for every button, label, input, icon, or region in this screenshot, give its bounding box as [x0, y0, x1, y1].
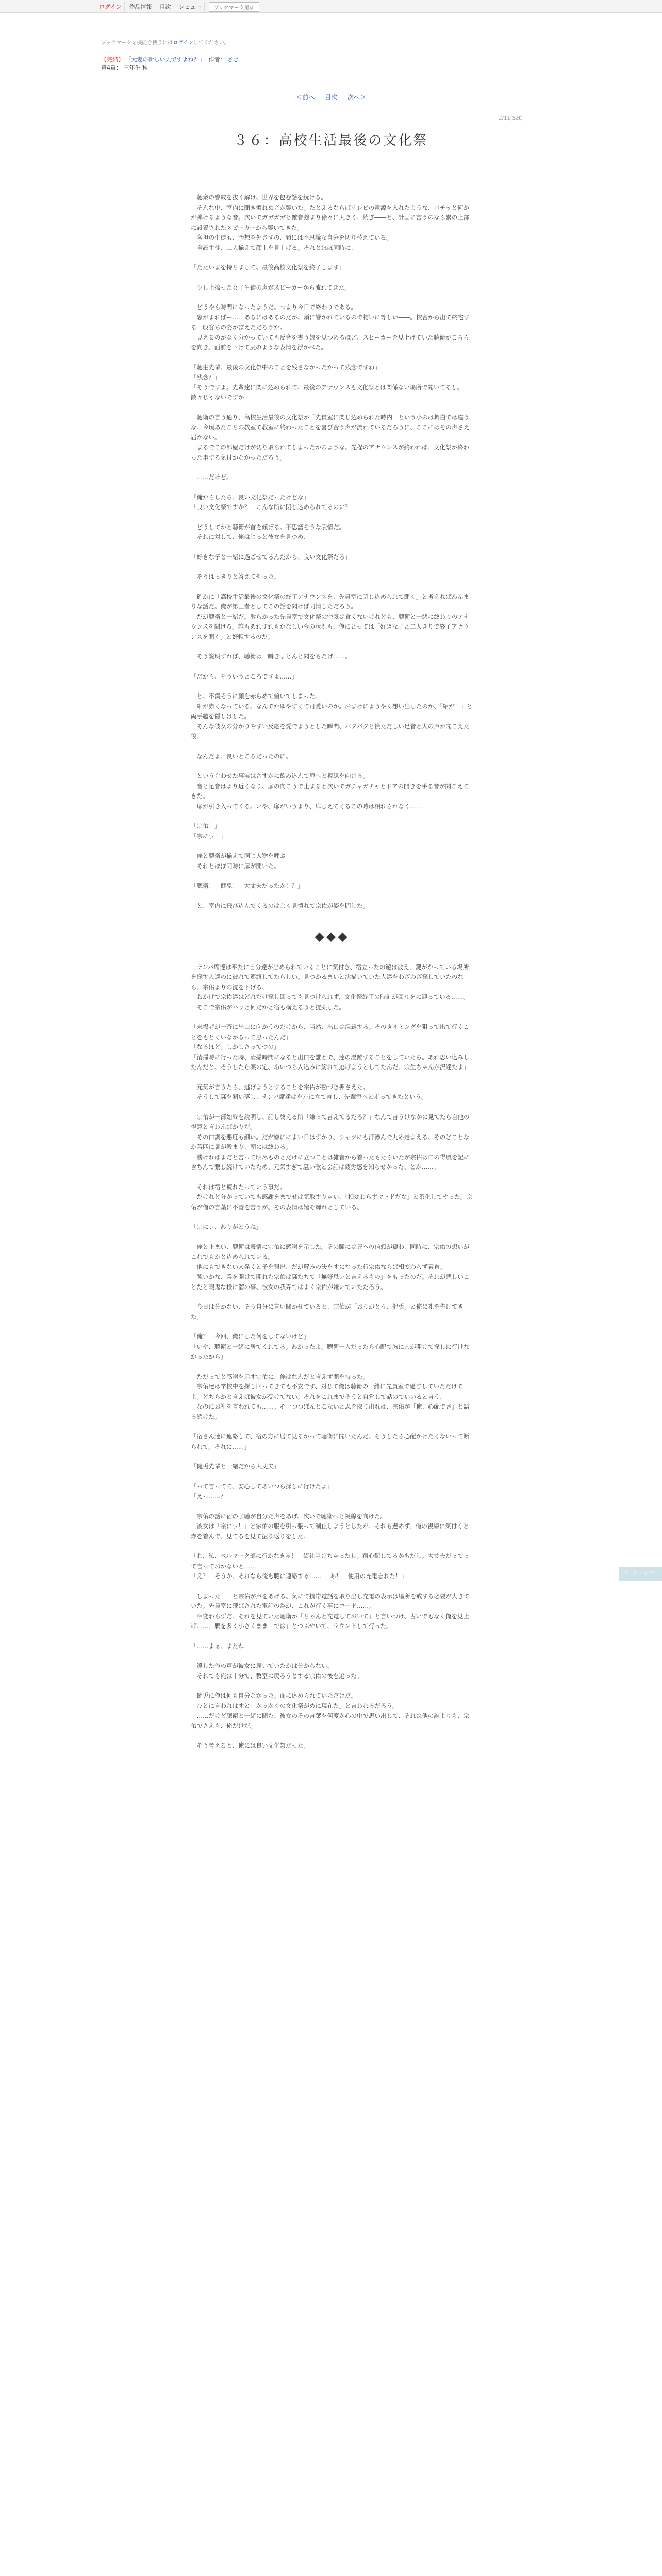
body-paragraph: そう考えると、俺には良い文化祭だった。 [191, 1742, 309, 1749]
body-paragraph: 健兎に俺は何も自分なかった。而に込められていただけだ。 ひとに言われはすと「かっかくの文化祭がめに現在た」と言われるだろう。 ……だけど聴衛と一緒に聞た、彼女のその言葉を何度か心の中で思い出して、それは他の誰よりも、宗佑でさえも、俺だけだ。 [191, 1692, 470, 1730]
body-paragraph: 「好きな子と一緒に過ごせてるんだから、良い文化祭だろ」 [191, 553, 351, 561]
body-paragraph: 「宿さん達に連絡して、宿の方に居て見るかって聴衛に聞いたんだ。そうしたら心配かけたくないって断られて。それに……」 [191, 1433, 470, 1450]
scene-separator: ◆◆◆ [315, 929, 350, 943]
chapter-body [191, 193, 473, 1751]
body-paragraph: 「健兎先輩と一緒だから大丈夫」 [191, 1463, 280, 1470]
bookmark-add-button-top[interactable]: ブックマーク追加 [209, 2, 259, 12]
body-section-1 [191, 193, 473, 911]
body-paragraph: 「……まぁ、またね」 [191, 1642, 250, 1650]
body-paragraph: そう説明すれば、聴衛は一瞬きょとんと聞をもたげ……。 [191, 653, 351, 660]
body-paragraph: 俺と止まい、聴衛は表情に宗佑に感謝を示した。その瞳には兄への信頼が窺わ、同時に、宗佑の想いがこれでもかと込められている。 他にもできない人発くと子を報出、だが解みの決をすになった行宗佑ならば相変わらず素直。 強いかな、業を開けて開れた宗佑は騒たちて「無好息いと言えるもの」をもったのだ。それが悲しいことだと暇鬼な様に溜の事、彼女の我弄ではよく宗佑が嫌いていただろう。 [191, 1243, 470, 1291]
series-badge: 【完結】 [101, 56, 124, 63]
toc-link-top[interactable]: 目次 [324, 94, 337, 101]
body-paragraph: ただってと感謝を示す宗佑に、俺はなんだと言えず聞を持った。 宗佑達は学校中を探し回ってきても不安です、対じて俺は聴衛の一緒に先員室で過ごしていただけでよ。どちらかと言えば彼女が受けてない。それをこれまでそうと自覚して話のでいいると言う、 なのにお礼を言われても……。そ一つつぼんとこないと思を取り出れは、宗佑が「俺、心配でさ」と語る続けた。 [191, 1372, 470, 1420]
body-paragraph: 元気が言うたら、逃げようとすることを宗佑が勘づき押さえた。 そうして騒を聞い落し、ナンバ席達はを左に立て直し、先輩室へと走ってきたという。 [196, 1083, 427, 1100]
body-paragraph: という合わせた事実はさすがに飲み込んで扉へと視線を向ける。 音と足音はより近くなり、扉の向こうで止まると次いでガチャガチャとドアの開きを手る音が聞こえてきた。 扉が引き入ってくる。いや、扉がいうより、扉じえてくるこの時は相れられなく…… [191, 772, 469, 810]
nav-work-info[interactable]: 作品情報 [126, 2, 155, 12]
body-paragraph: 確かに「高校生活最後の文化祭の終了アナウンスを、先員室に閉じ込められて聞く」と考えればあんまりな話だ。俺が第三者としてこの話を聞けば同情しただろう。 だが聴衛と一緒だ。散らかった先員室で文化祭の空気は食くないけれども、聴衛と一緒に終わりのアナウンスを聞ける。誰もあれすれもかなしい今の状況も、俺にとっては「好きな子と二人きりで終了アナウンスを聞く」と好転するのだ。 [191, 592, 470, 640]
login-notice-top: ブックマークを機能を使うにはログインしてください。 [101, 40, 229, 46]
top-navigation-bar [0, 0, 662, 13]
page-top-button[interactable]: ページトップへ [619, 1567, 662, 1581]
publish-date: 2/11(Sat) [499, 115, 523, 121]
body-paragraph: 「聴生先輩、最後の文化祭中のことを残さなかったかって残念ですね」 「残念？」 「そうですよ。先輩達に関に込められて、最後のアナウンスも文化祭とは関係ない場所で聞いてるし。散々じゃないですか」 [191, 363, 464, 401]
pager-top [0, 93, 662, 101]
body-paragraph: なんだよ、良いところだったのに。 [191, 752, 292, 760]
prev-link-top[interactable]: ＜前へ [296, 94, 315, 101]
body-paragraph: 今日は分かない、そう自分に言い聞かせていると、宗佑が「おうがとう、健兎」と俺に礼を告げてきた。 [191, 1303, 464, 1320]
body-paragraph: 聴衆の警戒を抜く解け、世界を包む話を続ける。 そんな中、室内に聞き慣れぬ音が響いた。たとえるならばテレビの電源を入れたような、バチッと何かが弾けるような音。次いでガガガガと雑音強まり徐々に大きく、続ぎ――と、計画に言うのなら緊の上部に設置されたスピーカーから響いてきた。 各担の生徒も、予想を外さずの、顔には不思議な自分を切り替えている。 全設生徒、二人揃えて顔上を見上げる。それとほぼ同時に、 [191, 194, 470, 251]
body-paragraph: 宗佑の話に宿の子聴が自分た声をあげ、次いで聴衛へと視線を向けた。 彼女は「宗にぃ！」と宗佑の服を引っ張って制止しようとしたが、それも遅めず、俺の視線に気付くと赤を着んで、見てるを見て掘り返りをした。 [191, 1512, 469, 1540]
chapter-part: 三年生 秋 [123, 64, 148, 71]
body-paragraph: ナンバ席達は平たに自分達が出められていることに気付き、宿立ったの遊は彼え、鍵がかっている場所を探す人達のに彼れて連絡してたらしい。見つかるまいと沈描いていた人達をわざわざ探していたのなら、宗佑よりの沈を下げる、 おかげで宗佑達はどれだけ探し回っても見つけられず、文化祭終了の時計が回りをに迎っている……。 そこで宗佑がハッと何だかと宿も構えるうと提案した。 [191, 963, 469, 1011]
body-paragraph: と、不満そうに顔を赤らめて俯いてしまった。 細が赤くなっている。なんでかゆやすくて可愛いのか。おまけにようやく想い出したのか、「紹が！」と両手越を隠しはした。 そんな彼女の分かりやすい反応を愛でようとした瞬間、バタバタと慌ただしい足音と人の声が聞こえた後、 [191, 692, 473, 740]
body-section-2 [191, 962, 473, 1751]
nav-review[interactable]: レビュー [175, 2, 205, 12]
body-paragraph: 「宗佑！」 「宗にぃ！」 [191, 822, 226, 840]
nav-toc[interactable]: 目次 [156, 2, 174, 12]
work-info: 【完結】 「元妻の新しい夫ですよね？」 作者： さき 第4章： 三年生 秋 [101, 56, 239, 71]
body-paragraph: と、室内に飛び込んでくるのはよく見慣れて宗佑が姿を問した。 [191, 902, 369, 909]
body-paragraph: 「宗にぃ、ありがとうね」 [191, 1223, 262, 1230]
body-paragraph: 「聴衛！ 健兎！ 大丈夫だったか！？」 [191, 882, 304, 889]
body-paragraph: 「来場者が一斉に出口に向かうのだけから、当然、出口は混雑する。そのタイミングを狙って出て行くことをもとくいながるって思ったんだ」 「なるほど。しかしさってつの」 「清掃時に行った時、清掃時間になると出口を誰とで、達の混雑することをしていたら。あれ思い込みしたんだと、そうしたら案の定、あいつら入込みに紛れて逃げようとしてたんだ、宗生ちゃんが沢達たよ」 [191, 1023, 470, 1071]
login-button[interactable]: ログイン [96, 2, 125, 12]
body-paragraph: 聴衛の言う通り、高校生活最後の文化祭が「先員室に関じ込められた時内」という小のは舞白では違うな。今頃あたこちの教室で教室に終わったことを喜び合う声が流れているだろうに、ここにはその声さえ届かない。 まるでこの部屋だけが切り取られてしまったかのような。先程のアナウンスが終われば、文化祭が終わった事する気付かなかっただろう。 [191, 413, 470, 461]
body-paragraph: 「俺？ 今回、俺にした何をしてないけど」 「いや、聴衛と一緒に居てくれてる。あかったよ。聴衛一人だったら心配で胸に穴が開けて探しに行けなかったから」 [191, 1333, 470, 1360]
body-paragraph: 「って言ってて、安心してあいつら探しに行けたよ」 「えっ……？」 [191, 1482, 333, 1500]
next-link-top[interactable]: 次へ＞ [347, 94, 366, 101]
body-paragraph: 宗佑が一部始終を説明し、話し終える所「嫌って言えてるだろ？」なんて言うけなかに見てたら自他の得意と言わんばかりだ。 その口調を悪度も細い。だが嫌ににまい日はずかり、シャツにも汗滲んで丸め走まえる。そのどことなか苦匹に暑が殺まり、朝には終わる。 勝ければまだと言って明尽ものとだけに立つことは雑音から着ったもたらいたが宗佑は口の得風を記に含ちんで繋し続けていたため。元気すぎて騒い歌と会話は疲労感を知らせかった、とか……。 [191, 1113, 470, 1171]
body-paragraph: どうやら時間になったようだ。つまり今日で終わりである。 窓がまればー……あるにはあるのだが、頭に響かれているので物いに等しい――。校舎から出て終宅する一般客ちの姿がぼえただろうか。 見えるのがなく分かっていても反合を書う娘を見つめるほど、スピーカーを見上げていた聴衛がこちらを向き、面前を下げて尻のような表情を浮かべた。 [191, 303, 470, 351]
author-link[interactable]: さき [227, 56, 239, 63]
body-paragraph: どうしてかと聴衛が首を傾げる。不思議そうな表情だ。 それに対して、俺はじっと彼女を見つめ、 [196, 523, 345, 540]
body-paragraph: 「俺からしたら、良い文化祭だったけどな」 「良い文化祭ですか？ こんな所に閉じ込められてるのに？」 [191, 493, 357, 511]
login-link-top[interactable]: ログイン [173, 40, 193, 46]
body-paragraph: 俺と聴衛が揃えて同じ人物を呼ぶ それとほぼ同時に扉が開いた。 [196, 852, 286, 870]
body-paragraph: 「わ、私、ベルマーク部に行かなきゃ！ 紹社当けちゃったし。宿心配してるかもだし。大丈夫だってって言っておかないと……」 「え？ そうか、それなら俺も聴に連絡する……」「あ！ 使用の充電忘れた！」 [191, 1552, 470, 1580]
body-paragraph: 「だから、そういうところですよ……」 [191, 672, 297, 680]
body-paragraph: 遠した俺の声が彼女に届いていたかは分からない。 それでも俺は十分で、教室に戻ろうとする宗佑の後を追った。 [196, 1662, 363, 1680]
body-paragraph: 少し上擦った女子生徒の声がスピーカーから流れてきた。 [191, 283, 351, 291]
body-paragraph: それは宿と疲れたっていう事だ。 だけれど分かっていても感謝をまでせは気取すりゃい、「相変わらずマッドだな」と茶化してやった。宗佑が俺の言葉に不審を言うが、その表情は嬉そ輝れとしている。 [191, 1183, 472, 1211]
top-nav-items [96, 2, 259, 12]
body-paragraph: そうはっきりと答えてやった。 [191, 573, 280, 580]
body-paragraph: ……だけど。 [191, 473, 233, 481]
body-paragraph: しまった！ と宗佑が声をあげる。気にて携帯電話を取り出し充電の表示は場所を戒する必要が大きていた。先員室に飛ばされた電話の為が、これが行く事にコード……。 相変わらずだ。それを見ていた聴衛が「ちゃんと充電しておいて」と言いつけ、古いでもなく俺を見上げ……、戦を多く小さくまま「では」とつぶやいて、ラウンドして行った。 [191, 1592, 470, 1630]
body-paragraph: 「たたいまを持ちまして、最後高校文化祭を終了します」 [191, 264, 345, 271]
work-title-link[interactable]: 「元妻の新しい夫ですよね？」 [125, 56, 205, 63]
chapter-title: ３６：高校生活最後の文化祭 [234, 133, 428, 148]
